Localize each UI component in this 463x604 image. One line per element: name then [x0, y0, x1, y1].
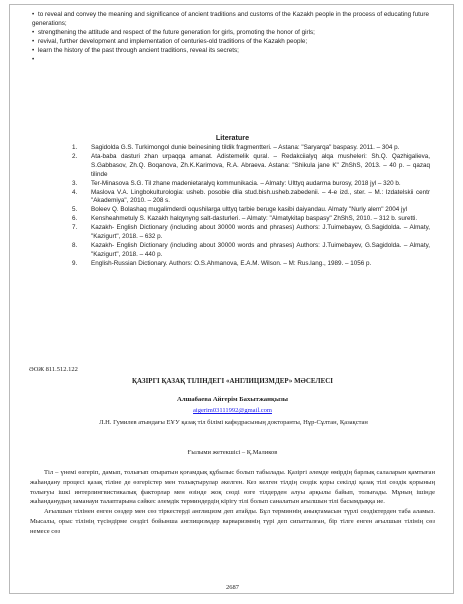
bullet-item: • to reveal and convey the meaning and significance of ancient traditions and customs of the Kazakh people in the process of educating future generations; — [32, 11, 430, 27]
bullet-item: • learn the history of the past through ancient traditions, reveal its secrets; — [32, 46, 239, 54]
article-body — [30, 468, 435, 537]
reference-item: 2. Ata-baba dasturi zhan urpaqqa amanat. Adistemelik qural. – Redakciialyq alqa musheleri: Sh.Q. Qazhigalieva, S.Gabbasov, Zh.Q. Boqanova, Zh.K.Karimova, R.A. Abraeva. Astana: "Shikula jane K" ZhShS, 2013. – 40 p. – qazaq tilinde — [72, 152, 430, 178]
bullet-icon: • — [32, 28, 35, 36]
body-paragraph: Ағылшын тілінен енген сөздер мен сөз тіркестерді англицизм деп атайды. Бұл терминнің анықтамасын түрлі сөздіктерден таба аламыз. Мысалы, орыс тілінің түсіндірме сөздігі бойынша англицизмдер варваризмнің түрі деп сипатталған, бір тілге енген ағылшын тілінің сөз немесе сөз — [30, 508, 435, 535]
author-email — [10, 407, 454, 414]
reference-item: 7. Kazakh- English Dictionary (including about 30000 words and phrases) Authors: J.Tuimebayev, G.Sagidolda. – Almaty, "Kazigurt", 2018. – 632 p. — [72, 224, 430, 241]
bullet-item: • revival, further development and implementation of centuries-old traditions of the Kazakh people; — [32, 37, 308, 45]
bullet-icon: • — [32, 37, 35, 45]
email-link[interactable]: aigerim03111992@gmail.com — [193, 407, 272, 414]
reference-item: 1. Sagidolda G.S. Turkimongol dunie beinesining tildik fragmentteri. – Astana: "Saryarqa" baspasy. 2011. – 304 p. — [72, 144, 400, 151]
author-name: Алшабаева Айгерім Бахытжанқызы — [177, 396, 288, 403]
udk-code: ӘОЖ 811.512.122 — [29, 366, 78, 373]
reference-item: 6. Kensheahmetuly S. Kazakh halqynyng salt-dasturleri. – Almaty: "Almatykitap baspasy" ZhShS, 2010. – 312 b. surettі. — [72, 215, 418, 223]
reference-item: 4. Maslova V.A. Lingbokulturologia: usheb. posobie dlia stud.bish.usheb.zabedenii. – 4-e izd., ster. – M.: Izdatelskii centr "Akademiya", 2010. – 208 s. — [72, 188, 430, 205]
bullet-icon: • — [32, 55, 35, 63]
reference-item: 9. English-Russian Dictionary. Authors: O.S.Ahmanova, E.A.M. Wilson. – M: Rus.lang., 1989. – 1056 p. — [72, 259, 372, 267]
bullet-icon: • — [32, 46, 35, 54]
reference-item: 3. Ter-Minasova S.G. Til zhane madenietaralyq kommunikacia. – Almaty: Ulttyq audarma burosy, 2018 jyl – 320 b. — [72, 179, 401, 187]
bullet-item-empty — [32, 56, 430, 65]
page-number: 2687 — [226, 584, 239, 591]
body-paragraph: Тіл – үнемі өзгеріп, дамып, толығып отыратын қоғамдық құбылыс болып табылады. Қазіргі әлемде өмірдің барлық салаларын қамтыған жаһандану процесі қазақ тіліне де өзгерістер мен толықтырулар әкелген. Кез келген тілдің сөздік қоры секілді қазақ тілі сөздік қорының толығуы ішкі интерлингвистикалық факторлар мен өзінде жоқ сөзді өзге тілдерден алуы арқылы байып, толығады. Мұның ішінде жаһанданудың заманауи талаптарына сәйкес әлемдік терминдердің кірігу тілі болып саналатын ағылшын тілі басымдыққа ие. — [30, 469, 435, 506]
literature-heading: Literature — [215, 133, 250, 142]
document-page — [9, 4, 454, 594]
bullet-list — [32, 11, 430, 64]
scientific-supervisor: Ғылыми жетекшісі – Қ.Маликов — [187, 449, 278, 456]
reference-item: 5. Boleev Q. Bolashaq mugalimderdi oqushilarga ulttyq tarbie beruge kasibi daiyandau. Almaty "Nurly alem" 2004 jyl — [72, 206, 407, 214]
article-title: ҚАЗІРГІ ҚАЗАҚ ТІЛІНДЕГІ «АНГЛИЦИЗМДЕР» МӘСЕЛЕСІ — [131, 378, 333, 385]
reference-list — [66, 144, 430, 269]
author-affiliation: Л.Н. Гумилев атындағы ЕҰУ қазақ тіл білімі кафедрасының докторанты, Нұр-Сұлтан, Қазақстан — [99, 419, 368, 426]
reference-item: 8. Kazakh- English Dictionary (including about 30000 words and phrases) Authors: J.Tuimebayev, G.Sagidolda. – Almaty, "Kazigurt", 2018. – 440 p. — [72, 241, 430, 258]
bullet-icon: • — [32, 11, 35, 18]
bullet-item: • strengthening the attitude and respect of the future generation for girls, promoting the honor of girls; — [32, 28, 315, 36]
